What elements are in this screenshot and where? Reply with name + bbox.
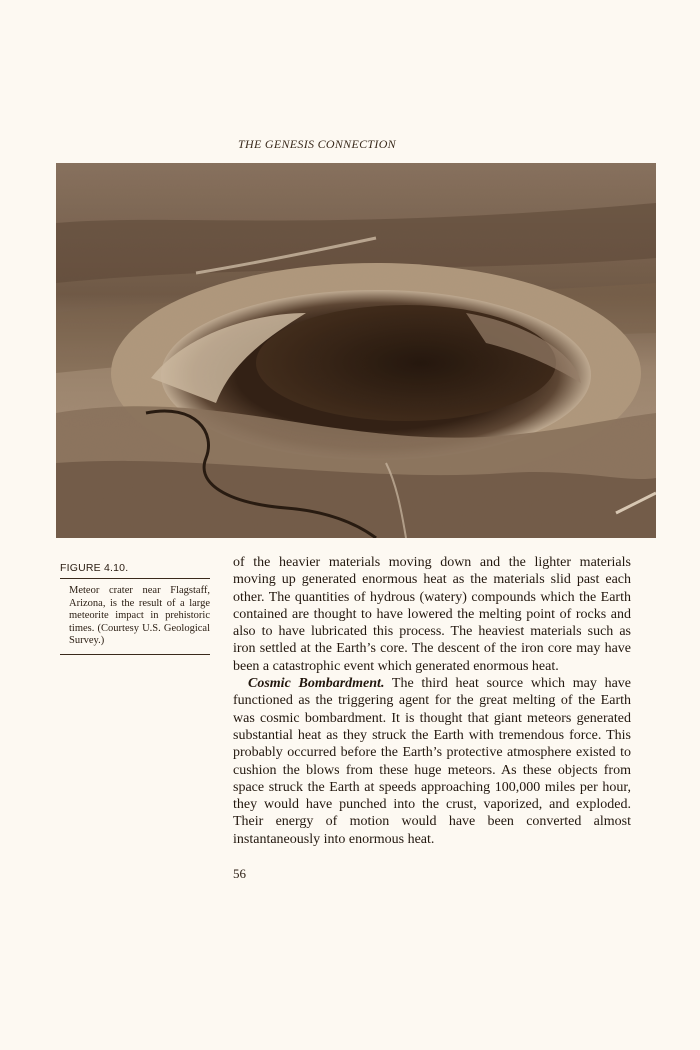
- page-number: 56: [233, 866, 246, 881]
- body-paragraph-1: of the heavier materials moving down and the lighter materials moving up generated enormous heat as the materials slid past each other. The quantities of hydrous (watery) compounds which the Earth contained are thought to have lowered the melting point of rocks and also to have lubricated this process. The heaviest materials such as iron settled at the Earth’s core. The descent of the iron core may have been a catastrophic event which generated enormous heat.: [233, 555, 631, 674]
- figure-caption-block: [60, 562, 210, 655]
- body-text: [233, 554, 631, 848]
- figure-caption: Meteor crater near Flagstaff, Arizona, is the result of a large meteorite impact in prehistoric times. (Courtesy U.S. Geological Survey.): [60, 579, 210, 655]
- section-heading-cosmic-bombardment: Cosmic Bombardment.: [248, 676, 385, 692]
- meteor-crater-photo: [56, 163, 656, 538]
- body-paragraph-2-text: The third heat source which may have functioned as the triggering agent for the great melting of the Earth was cosmic bombardment. It is thought that giant meteors generated substantial heat as they struck the Earth with tremendous force. This probably occurred before the Earth’s protective atmosphere existed to cushion the blows from these huge meteors. As these objects from space struck the Earth at speeds approaching 100,000 miles per hour, they would have punched into the crust, vaporized, and exploded. Their energy of motion would have been converted almost instantaneously into enormous heat.: [233, 676, 631, 847]
- body-paragraph-2: [233, 675, 631, 848]
- figure-label: FIGURE 4.10.: [60, 562, 210, 579]
- running-head: THE GENESIS CONNECTION: [238, 137, 396, 151]
